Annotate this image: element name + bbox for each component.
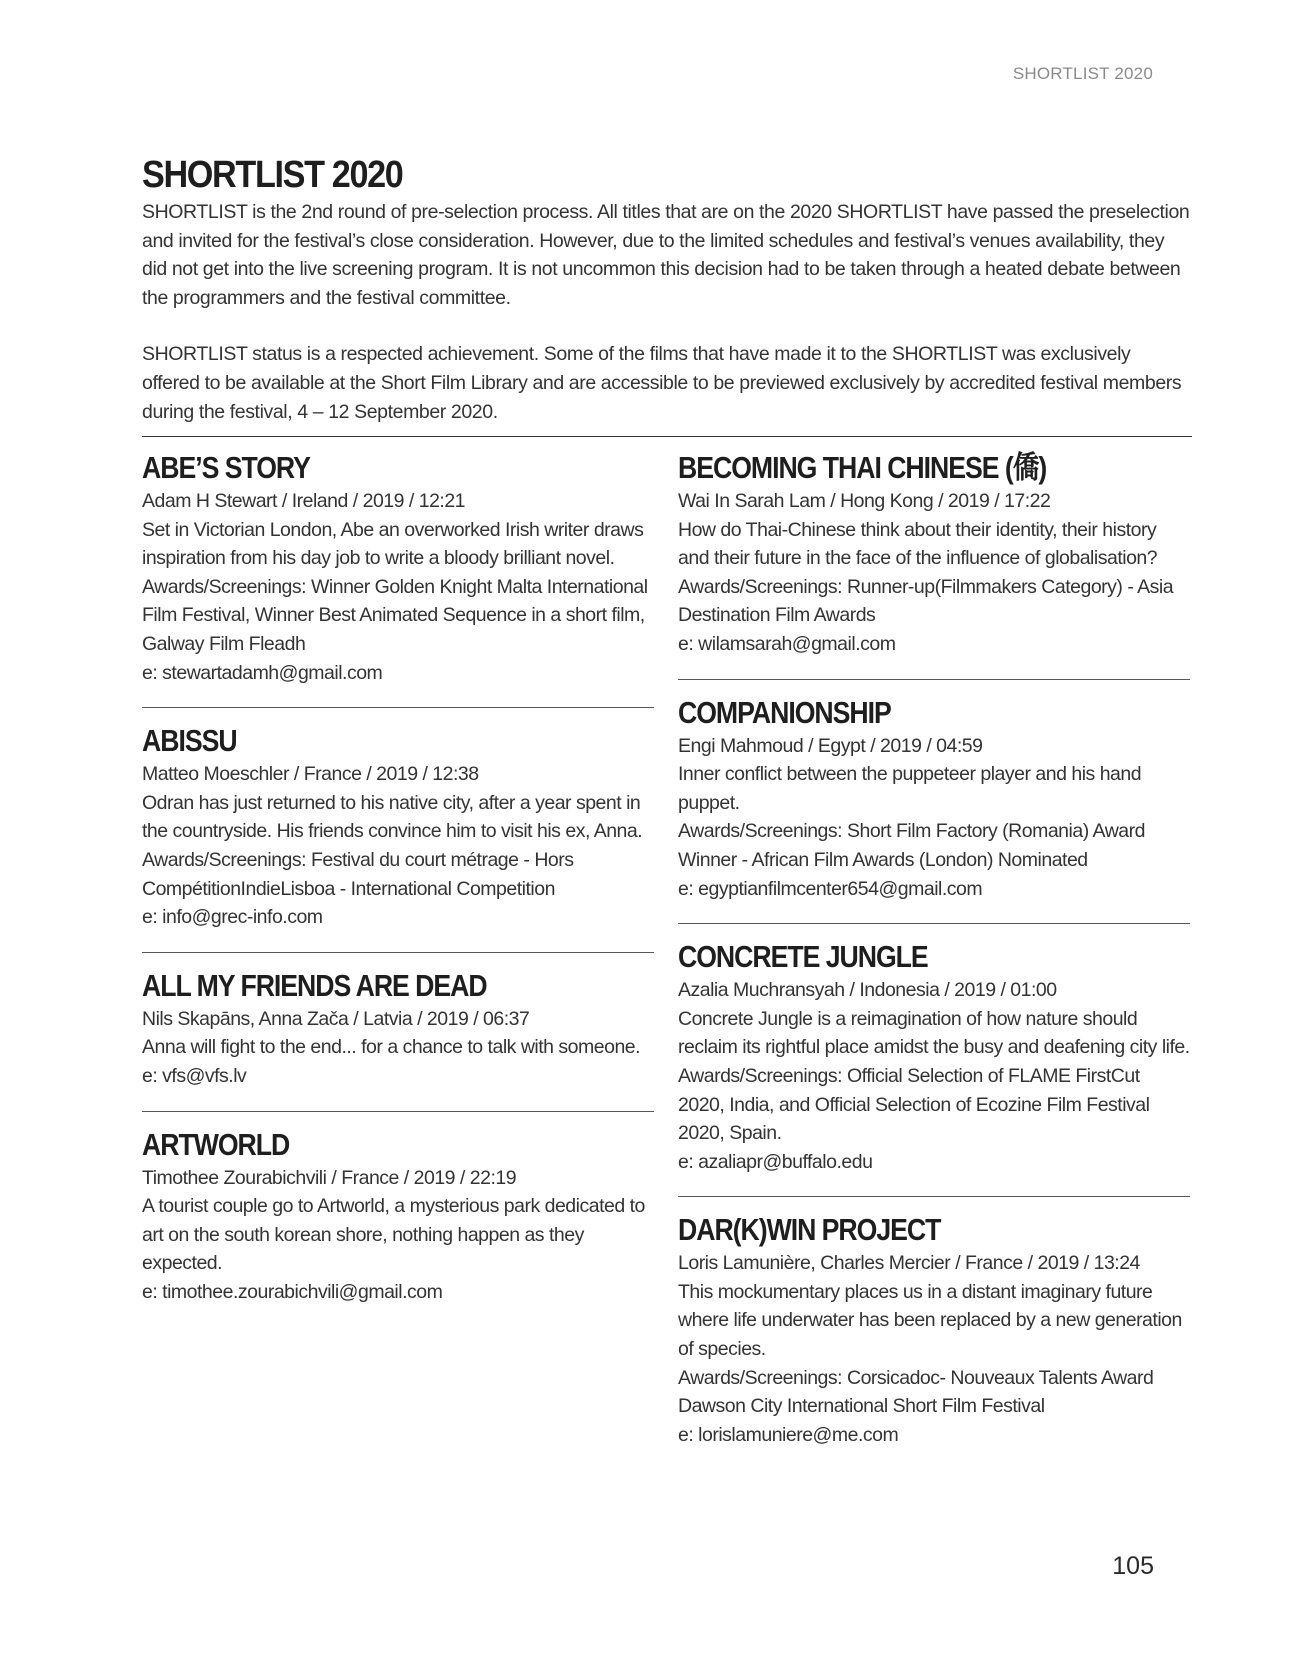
film-synopsis: Odran has just returned to his native city, after a year spent in the countryside. His friends convince him to visit his ex, Anna. <box>142 791 643 843</box>
film-email: e: vfs@vfs.lv <box>142 1064 247 1087</box>
film-title: CONCRETE JUNGLE <box>678 939 928 975</box>
film-awards: Awards/Screenings: Corsicadoc- Nouveaux Talents Award Dawson City International Short Film Festival <box>678 1366 1154 1418</box>
film-title: ARTWORLD <box>142 1126 290 1162</box>
intro-paragraph-1: SHORTLIST is the 2nd round of pre-selection process. All titles that are on the 2020 SHORTLIST have passed the preselection and invited for the festival’s close consideration. However, due to the limited schedules and festival’s venues availability, they did not get into the live screening program. It is not uncommon this decision had to be taken through a heated debate between the programmers and the festival committee. <box>142 201 1190 309</box>
film-title: ALL MY FRIENDS ARE DEAD <box>142 967 487 1003</box>
film-meta: Matteo Moeschler / France / 2019 / 12:38 <box>142 763 479 786</box>
film-synopsis: Set in Victorian London, Abe an overworked Irish writer draws inspiration from his day job to write a bloody brilliant novel. <box>142 518 644 570</box>
entry-divider <box>678 923 1190 924</box>
top-divider <box>142 436 1192 437</box>
film-meta: Azalia Muchransyah / Indonesia / 2019 / 01:00 <box>678 979 1057 1002</box>
film-synopsis: Anna will fight to the end... for a chance to talk with someone. <box>142 1036 641 1059</box>
page-number: 105 <box>1112 1552 1154 1580</box>
film-email: e: wilamsarah@gmail.com <box>678 632 896 655</box>
film-email: e: egyptianfilmcenter654@gmail.com <box>678 877 983 900</box>
film-email: e: azaliapr@buffalo.edu <box>678 1150 873 1173</box>
film-meta: Nils Skapāns, Anna Zača / Latvia / 2019 / 06:37 <box>142 1007 530 1030</box>
entry-divider <box>678 679 1190 680</box>
left-column <box>142 449 654 1306</box>
film-entry <box>142 722 654 932</box>
film-entry <box>678 1211 1190 1449</box>
film-title: COMPANIONSHIP <box>678 694 891 730</box>
film-awards: Awards/Screenings: Official Selection of FLAME FirstCut 2020, India, and Official Selection of Ecozine Film Festival 2020, Spain. <box>678 1064 1150 1145</box>
film-email: e: timothee.zourabichvili@gmail.com <box>142 1280 443 1303</box>
film-meta: Engi Mahmoud / Egypt / 2019 / 04:59 <box>678 734 983 757</box>
film-entry <box>678 694 1190 904</box>
intro-section <box>142 152 1192 437</box>
film-synopsis: Inner conflict between the puppeteer player and his hand puppet. <box>678 763 1142 814</box>
film-title: BECOMING THAI CHINESE (僑) <box>678 450 1047 485</box>
film-email: e: lorislamuniere@me.com <box>678 1423 899 1446</box>
entry-divider <box>142 707 654 708</box>
entry-divider <box>142 1111 654 1112</box>
film-title: ABISSU <box>142 723 237 759</box>
page-title: SHORTLIST 2020 <box>142 154 403 196</box>
film-entry <box>142 449 654 687</box>
film-entry <box>142 1126 654 1307</box>
film-synopsis: This mockumentary places us in a distant imaginary future where life underwater has been replaced by a new generation of species. <box>678 1280 1182 1361</box>
intro-text <box>142 198 1192 426</box>
film-awards: Awards/Screenings: Runner-up(Filmmakers Category) - Asia Destination Film Awards <box>678 575 1174 627</box>
film-entry <box>678 938 1190 1176</box>
entry-divider <box>142 952 654 953</box>
film-entry <box>142 967 654 1091</box>
film-awards: Awards/Screenings: Winner Golden Knight Malta International Film Festival, Winner Best Animated Sequence in a short film, Galway Film Fleadh <box>142 575 648 655</box>
film-meta: Timothee Zourabichvili / France / 2019 / 22:19 <box>142 1166 517 1189</box>
film-meta: Adam H Stewart / Ireland / 2019 / 12:21 <box>142 490 466 512</box>
film-meta: Loris Lamunière, Charles Mercier / France / 2019 / 13:24 <box>678 1252 1140 1275</box>
intro-paragraph-2: SHORTLIST status is a respected achievement. Some of the films that have made it to the SHORTLIST was exclusively offered to be available at the Short Film Library and are accessible to be previewed exclusively by accredited festival members during the festival, 4 – 12 September 2020. <box>142 343 1182 423</box>
film-synopsis: A tourist couple go to Artworld, a mysterious park dedicated to art on the south korean shore, nothing happen as they expected. <box>142 1195 645 1275</box>
film-awards: Awards/Screenings: Short Film Factory (Romania) Award Winner - African Film Awards (London) Nominated <box>678 820 1145 871</box>
right-column <box>678 449 1190 1449</box>
film-synopsis: Concrete Jungle is a reimagination of how nature should reclaim its rightful place amidst the busy and deafening city life. <box>678 1007 1190 1059</box>
film-title: ABE’S STORY <box>142 450 310 485</box>
film-meta: Wai In Sarah Lam / Hong Kong / 2019 / 17:22 <box>678 490 1051 512</box>
film-title: DAR(K)WIN PROJECT <box>678 1212 941 1248</box>
film-synopsis: How do Thai-Chinese think about their identity, their history and their future in the face of the influence of globalisation? <box>678 518 1158 570</box>
running-header: SHORTLIST 2020 <box>1012 64 1153 83</box>
film-email: e: info@grec-info.com <box>142 906 323 929</box>
film-awards: Awards/Screenings: Festival du court métrage - Hors CompétitionIndieLisboa - International Competition <box>142 848 574 900</box>
entry-divider <box>678 1196 1190 1197</box>
film-email: e: stewartadamh@gmail.com <box>142 661 383 684</box>
film-entry <box>678 449 1190 659</box>
